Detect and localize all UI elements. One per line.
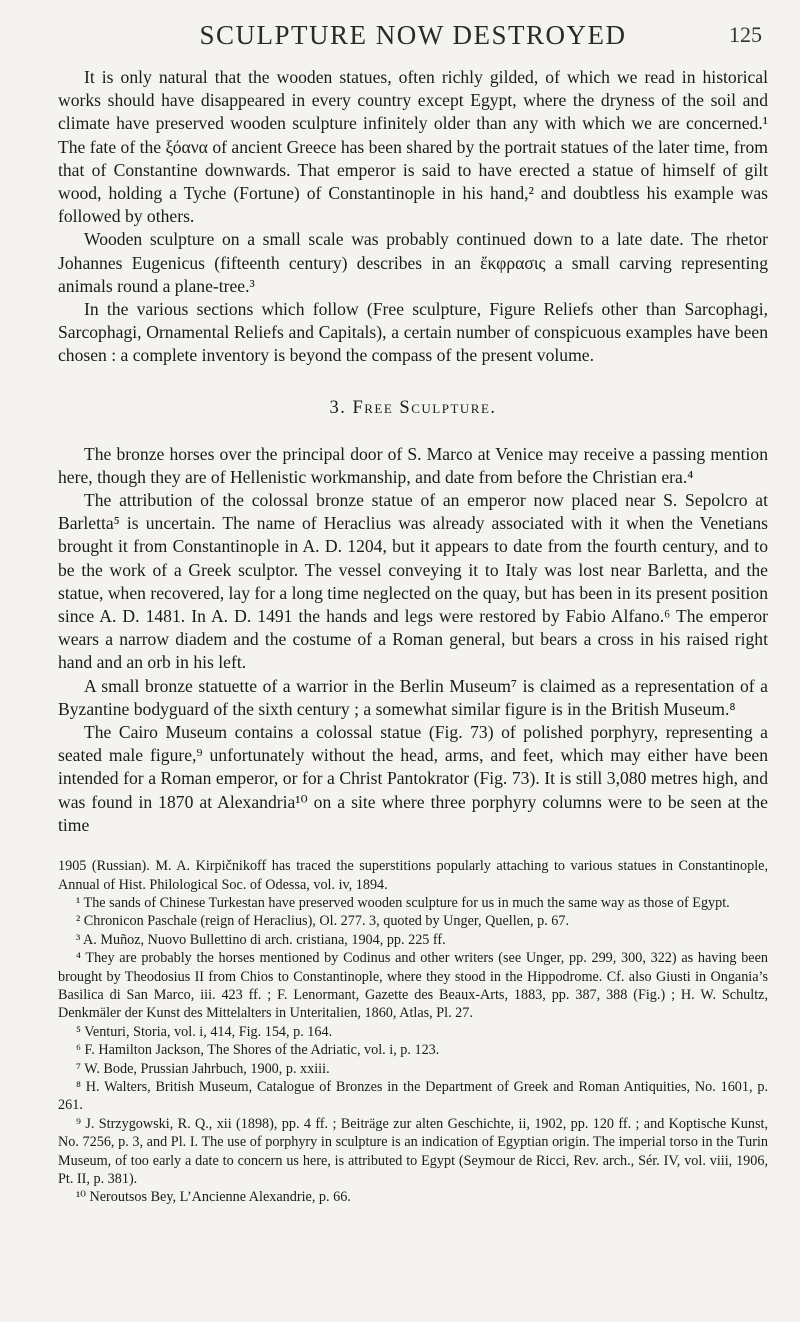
paragraph: The Cairo Museum contains a colossal statue (Fig. 73) of polished porphyry, representing a seated male figure,⁹ unfortunately without the head, arms, and feet, which may either have been intended for a Roman emperor, or for a Christ Pantokrator (Fig. 73). It is still 3,080 metres high, and was found in 1870 at Alexandria¹⁰ on a site where three porphyry columns were to be seen at the time — [58, 722, 768, 835]
paragraph: The bronze horses over the principal door of S. Marco at Venice may receive a passing mention here, though they are of Hellenistic workmanship, and date from before the Christian era.⁴ — [58, 443, 768, 487]
paragraph: It is only natural that the wooden statues, often richly gilded, of which we read in historical works should have disappeared in every country except Egypt, where the dryness of the soil and climate have preserved wooden sculpture infinitely older than any with which we are concerned.¹ The fate of the ξόανα of ancient Greece has been shared by the portrait statues of the later time, from that of Constantine downwards. That emperor is said to have erected a statue of himself of gilt wood, holding a Tyche (Fortune) of Constantinople in his hand,² and doubtless his example was followed by others. — [58, 67, 768, 227]
paragraph: Wooden sculpture on a small scale was probably continued down to a late date. The rhetor Johannes Eugenicus (fifteenth century) describes in an ἔκφρασις a small carving representing animals round a plane-tree.³ — [58, 229, 768, 296]
footnote: ⁹ J. Strzygowski, R. Q., xii (1898), pp. 4 ff. ; Beiträge zur alten Geschichte, ii, 1902, pp. 120 ff. ; and Koptische Kunst, No. 7256, p. 3, and Pl. I. The use of porphyry in sculpture is an indication of Egyptian origin. The imperial torso in the Turin Museum, of too early a date to concern us here, is attributed to Egypt (Seymour de Ricci, Rev. arch., Sér. IV, vol. viii, 1906, Pt. II, p. 381). — [58, 1115, 768, 1187]
footnotes — [58, 857, 768, 1207]
footnote: ⁵ Venturi, Storia, vol. i, 414, Fig. 154, p. 164. — [76, 1023, 333, 1040]
footnote: ⁷ W. Bode, Prussian Jahrbuch, 1900, p. xxiii. — [76, 1060, 330, 1077]
paragraph: The attribution of the colossal bronze statue of an emperor now placed near S. Sepolcro at Barletta⁵ is uncertain. The name of Heraclius was already associated with it when the Venetians brought it from Constantinople in A. D. 1204, but it appears to date from the fourth century, and to be the work of a Greek sculptor. The vessel conveying it to Italy was lost near Barletta, and the statue, when recovered, lay for a long time neglected on the quay, but has been in its present position since A. D. 1481. In A. D. 1491 the hands and legs were restored by Fabio Alfano.⁶ The emperor wears a narrow diadem and the costume of a Roman general, but bears a cross in his raised right hand and an orb in his left. — [58, 490, 768, 673]
page-header — [58, 16, 768, 66]
footnote: ¹⁰ Neroutsos Bey, L’Ancienne Alexandrie, p. 66. — [76, 1189, 351, 1206]
paragraph: In the various sections which follow (Free sculpture, Figure Reliefs other than Sarcophagi, Sarcophagi, Ornamental Reliefs and Capitals), a certain number of conspicuous examples have been chosen : a complete inventory is beyond the compass of the present volume. — [58, 299, 768, 366]
footnote: ² Chronicon Paschale (reign of Heraclius), Ol. 277. 3, quoted by Unger, Quellen, p. 67. — [76, 913, 570, 930]
footnote: ¹ The sands of Chinese Turkestan have preserved wooden sculpture for us in much the same way as those of Egypt. — [76, 894, 730, 911]
main-text — [58, 66, 768, 837]
footnote: ⁸ H. Walters, British Museum, Catalogue of Bronzes in the Department of Greek and Roman Antiquities, No. 1601, p. 261. — [58, 1078, 768, 1114]
footnote-continuation: 1905 (Russian). M. A. Kirpičnikoff has traced the superstitions popularly attaching to various statues in Constantinople, Annual of Hist. Philological Soc. of Odessa, vol. iv, 1894. — [58, 858, 768, 893]
paragraph: A small bronze statuette of a warrior in the Berlin Museum⁷ is claimed as a representation of a Byzantine bodyguard of the sixth century ; a somewhat similar figure is in the British Museum.⁸ — [58, 675, 768, 719]
section-heading: 3. Free Sculpture. — [329, 397, 497, 418]
page-number: 125 — [729, 22, 762, 47]
footnote: ⁴ They are probably the horses mentioned by Codinus and other writers (see Unger, pp. 299, 300, 322) as having been brought by Theodosius II from Chios to Constantinople, where they stood in the Hippodrome. Cf. also Giusti in Ongania’s Basilica di San Marco, iii. 423 ff. ; F. Lenormant, Gazette des Beaux-Arts, 1883, pp. 387, 388 (Fig.) ; H. W. Schultz, Denkmäler der Kunst des Mittelalters in Unteritalien, 1860, Atlas, Pl. 27. — [58, 950, 768, 1022]
footnote: ³ A. Muñoz, Nuovo Bullettino di arch. cristiana, 1904, pp. 225 ff. — [76, 931, 446, 948]
footnote: ⁶ F. Hamilton Jackson, The Shores of the Adriatic, vol. i, p. 123. — [76, 1042, 440, 1059]
running-head: SCULPTURE NOW DESTROYED — [199, 20, 627, 50]
